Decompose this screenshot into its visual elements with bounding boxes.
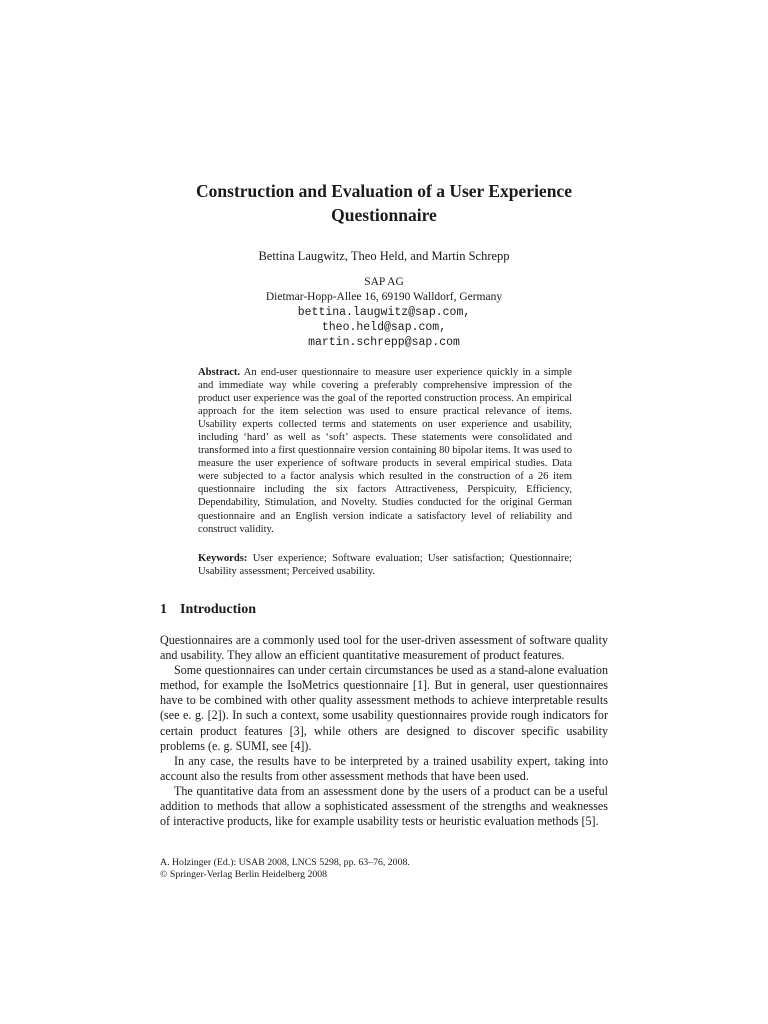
paper-title-line-1: Construction and Evaluation of a User Experience [196, 181, 572, 201]
paper-title-line-2: Questionnaire [331, 205, 437, 225]
body-paragraph: Questionnaires are a commonly used tool for the user-driven assessment of software quality and usability. They allow an efficient quantitative measurement of product features. [160, 633, 608, 663]
affiliation-address: Dietmar-Hopp-Allee 16, 69190 Walldorf, Germany [265, 291, 503, 303]
abstract [198, 366, 572, 536]
author-email: bettina.laugwitz@sap.com, [297, 306, 471, 319]
abstract-text: An end-user questionnaire to measure user experience quickly in a simple and immediate way while covering a preferably comprehensive impression of the product user experience was the goal of the reported construction process. An empirical approach for the item selection was used to ensure practical relevance of items. Usability experts collected terms and statements on user experience and usability, including ‘hard’ as well as ‘soft’ aspects. These statements were consolidated and transformed into a first questionnaire version containing 80 bipolar items. It was used to measure the user experience of software products in several empirical studies. Data were subjected to a factor analysis which resulted in the construction of a 26 item questionnaire including the six factors Attractiveness, Perspicuity, Efficiency, Dependability, Stimulation, and Novelty. Studies conducted for the original German questionnaire and an English version indicate a satisfactory level of reliability and construct validity. [198, 367, 572, 535]
author-list: Bettina Laugwitz, Theo Held, and Martin Schrepp [258, 249, 510, 263]
body-paragraph: Some questionnaires can under certain circumstances be used as a stand-alone evaluation method, for example the IsoMetrics questionnaire [1]. But in general, user questionnaires have to be combined with other quality assessment methods to achieve interpretable results (see e. g. [2]). In such a context, some usability questionnaires provide rough indicators for certain product features [3], while others are designed to discover specific usability problems (e. g. SUMI, see [4]). [160, 663, 608, 753]
section-title: Introduction [180, 602, 256, 617]
footer-copyright: © Springer-Verlag Berlin Heidelberg 2008 [160, 869, 328, 880]
keywords-label: Keywords: [198, 553, 248, 564]
abstract-label: Abstract. [198, 367, 241, 378]
section-number: 1 [160, 602, 167, 617]
body-paragraph: In any case, the results have to be interpreted by a trained usability expert, taking into account also the results from other assessment methods that have been used. [160, 753, 608, 783]
footer-citation: A. Holzinger (Ed.): USAB 2008, LNCS 5298, pp. 63–76, 2008. [160, 857, 410, 868]
body-paragraph: The quantitative data from an assessment done by the users of a product can be a useful addition to methods that allow a sophisticated assessment of the strengths and weaknesses of interactive products, like for example usability tests or heuristic evaluation methods [5]. [160, 783, 608, 829]
section-heading [160, 601, 608, 619]
author-email: martin.schrepp@sap.com [308, 336, 460, 349]
keywords-text: User experience; Software evaluation; User satisfaction; Questionnaire; Usability assessment; Perceived usability. [198, 553, 573, 578]
section-body [160, 633, 608, 829]
keywords [198, 552, 572, 578]
affiliation-org: SAP AG [364, 276, 404, 288]
author-email: theo.held@sap.com, [321, 321, 447, 334]
page-footer [160, 857, 608, 881]
paper-title [160, 179, 608, 227]
affiliation-block [160, 275, 608, 350]
